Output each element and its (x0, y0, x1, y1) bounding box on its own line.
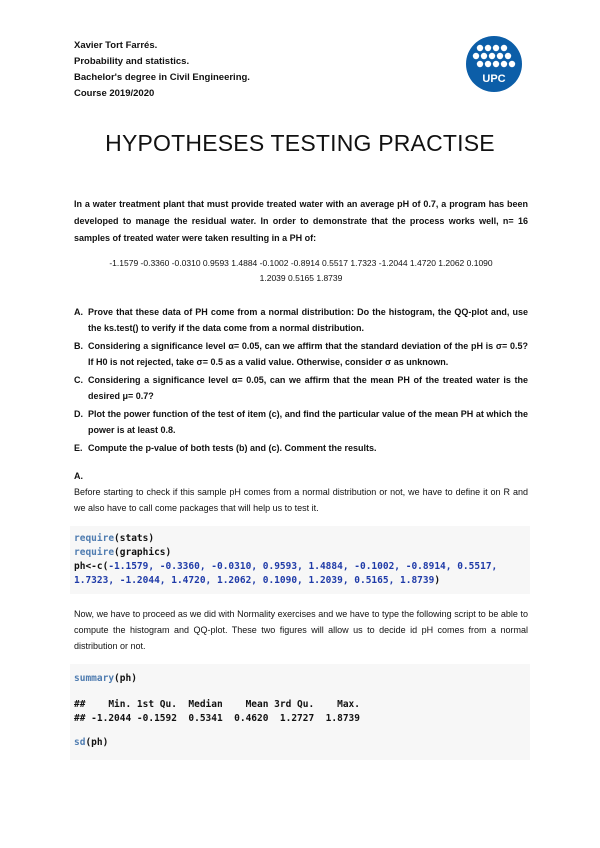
ph-values-line-1: -1.1579 -0.3360 -0.0310 0.9593 1.4884 -0.1002 -0.8914 0.5517 1.7323 -1.2044 1.4720 1.2062 0.1090 (109, 258, 493, 268)
ph-sample-values (74, 256, 528, 286)
question-text: Considering a significance level α= 0.05, can we affirm that the mean PH of the treated water is the desired μ= 0.7? (88, 375, 528, 401)
intro-paragraph: In a water treatment plant that must provide treated water with an average pH of 0.7, a program has been developed to manage the residual water. In order to demonstrate that the process works well, n= 16 samples of treated water were taken resulting in a PH of: (74, 199, 528, 243)
logo-text: UPC (482, 73, 506, 85)
code-numbers: 1.7323, -1.2044, 1.4720, 1.2062, 0.1090, 1.2039, 0.5165, 1.8739 (74, 575, 435, 586)
code-line (74, 574, 526, 588)
code-function: sd (74, 737, 86, 748)
code-line (74, 736, 526, 750)
degree-name: Bachelor's degree in Civil Engineering. (74, 72, 250, 83)
paragraph-2: Now, we have to proceed as we did with Normality exercises and we have to type the following script to be able to compute the histogram and QQ-plot. These two figures will allow us to decide id pH comes from a normal distribution or not. (74, 609, 528, 651)
upc-logo (466, 36, 522, 92)
code-argument: (stats) (114, 533, 155, 544)
question-item (74, 338, 528, 370)
code-close: ) (434, 575, 441, 586)
code-output-header: ## Min. 1st Qu. Median Mean 3rd Qu. Max. (74, 699, 366, 710)
question-item (74, 406, 528, 438)
code-numbers: -1.1579, -0.3360, -0.0310, 0.9593, 1.4884, -0.1002, -0.8914, 0.5517, (108, 561, 498, 572)
question-marker: A. (74, 307, 83, 317)
code-line (74, 532, 526, 546)
course-year: Course 2019/2020 (74, 88, 155, 99)
subject-name: Probability and statistics. (74, 56, 190, 67)
code-function: require (74, 533, 115, 544)
question-list (74, 304, 528, 458)
r-code-block-1 (70, 526, 530, 594)
author-name: Xavier Tort Farrés. (74, 40, 158, 51)
document-header (74, 38, 250, 102)
question-marker: C. (74, 375, 83, 385)
page-title: HYPOTHESES TESTING PRACTISE (105, 130, 495, 156)
code-line (74, 560, 526, 574)
code-argument: (graphics) (114, 547, 172, 558)
code-spacer (74, 686, 526, 698)
code-assignment: ph<-c( (74, 561, 109, 572)
code-function: summary (74, 673, 115, 684)
question-text: Compute the p-value of both tests (b) and (c). Comment the results. (88, 443, 377, 453)
code-function: require (74, 547, 115, 558)
r-code-block-2 (70, 664, 530, 760)
question-text: Plot the power function of the test of item (c), and find the particular value of the mean PH at which the power is at least 0.8. (88, 409, 528, 435)
ph-values-line-2: 1.2039 0.5165 1.8739 (259, 273, 343, 283)
question-marker: E. (74, 443, 83, 453)
question-item (74, 440, 528, 456)
question-text: Prove that these data of PH come from a normal distribution: Do the histogram, the QQ-plot and, use the ks.test() to verify if the data come from a normal distribution. (88, 307, 528, 333)
code-output-values: ## -1.2044 -0.1592 0.5341 0.4620 1.2727 1.8739 (74, 713, 360, 724)
code-argument: (ph) (85, 737, 109, 748)
section-a-paragraph: Before starting to check if this sample pH comes from a normal distribution or not, we have to define it on R and we also have to call come packages that will help us to test it. (74, 487, 528, 513)
code-line (74, 546, 526, 560)
question-item (74, 372, 528, 404)
question-marker: B. (74, 341, 83, 351)
question-text: Considering a significance level α= 0.05, can we affirm that the standard deviation of the pH is σ= 0.5? If H0 is not rejected, take σ= 0.5 as a valid value. Otherwise, consider σ as unknown. (88, 341, 528, 367)
code-line (74, 672, 526, 686)
section-a (74, 468, 528, 516)
question-item (74, 304, 528, 336)
question-marker: D. (74, 409, 83, 419)
code-spacer (74, 726, 526, 736)
code-argument: (ph) (114, 673, 137, 684)
section-a-heading: A. (74, 471, 83, 481)
